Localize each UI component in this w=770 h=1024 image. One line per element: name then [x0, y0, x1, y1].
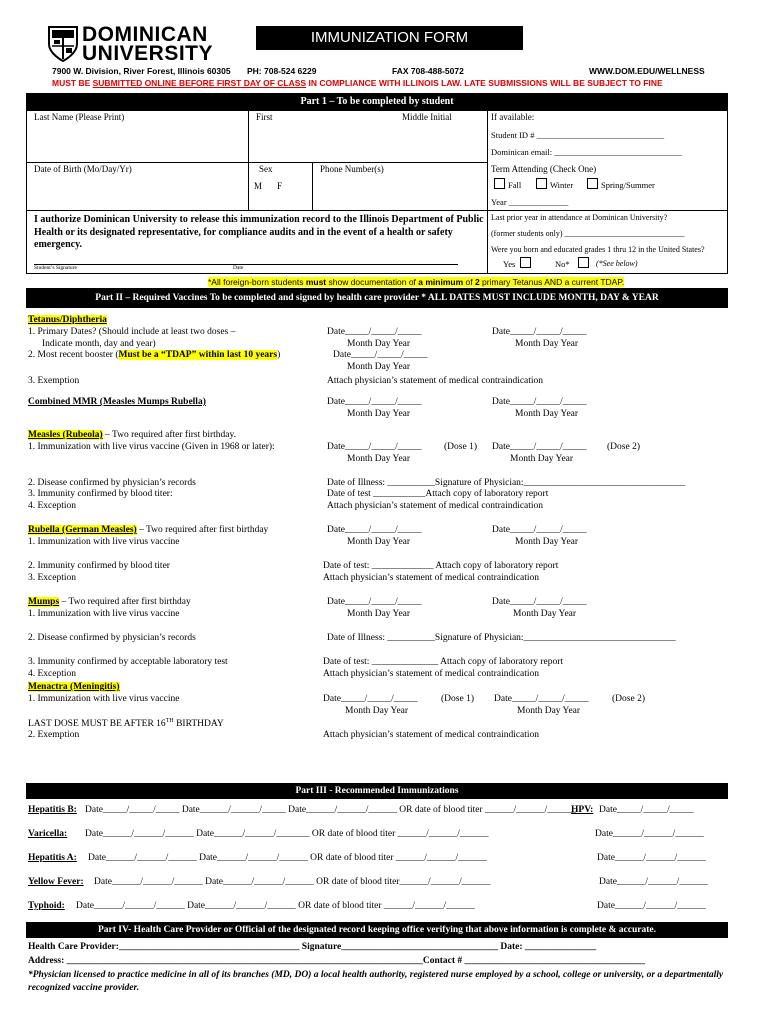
- form-title: IMMUNIZATION FORM: [256, 26, 523, 50]
- yellow-fever-label: Yellow Fever:: [28, 877, 84, 887]
- website: WWW.DOM.EDU/WELLNESS: [589, 66, 705, 76]
- phone-label: Phone Number(s): [320, 164, 384, 174]
- phone: PH: 708-524 6229: [247, 66, 317, 76]
- first-name-label: First: [256, 112, 273, 122]
- menactra-attach: Attach physician’s statement of medical contraindication: [323, 730, 540, 740]
- yellow-fever-date[interactable]: Date______/______/______: [599, 877, 708, 887]
- dominican-email-field[interactable]: Dominican email: ______________________________: [491, 147, 682, 157]
- last-dose-note: [28, 718, 224, 729]
- tetanus-item-1b: Indicate month, day and year): [42, 339, 156, 349]
- menactra-dose-2: (Dose 2): [612, 694, 645, 704]
- rubella-mdy-1: Month Day Year: [347, 537, 411, 547]
- menactra-date-2[interactable]: Date_____/_____/_____: [494, 694, 589, 704]
- tetanus-title: Tetanus/Diphtheria: [28, 315, 107, 325]
- mmr-mdy-2: Month Day Year: [515, 409, 579, 419]
- measles-attach: Attach physician’s statement of medical contraindication: [327, 501, 544, 511]
- mumps-item-3: 3. Immunity confirmed by acceptable laboratory test: [28, 657, 228, 667]
- tetanus-item-3: 3. Exemption: [28, 376, 80, 386]
- last-dose-sup: TH: [165, 718, 174, 724]
- typhoid-date[interactable]: Date______/______/______: [597, 901, 706, 911]
- yes-option: Yes: [503, 259, 516, 269]
- mmr-date-1[interactable]: Date_____/_____/_____: [327, 397, 422, 407]
- menactra-title: Menactra (Meningitis): [28, 682, 120, 692]
- mmr-mdy-1: Month Day Year: [347, 409, 411, 419]
- fb-a: *All foreign-born students: [208, 277, 306, 287]
- sex-f-option[interactable]: F: [277, 181, 283, 191]
- tet-date-1[interactable]: Date_____/_____/_____: [327, 327, 422, 337]
- submission-notice: [52, 78, 663, 88]
- menactra-mdy-2: Month Day Year: [517, 706, 581, 716]
- if-available-label: If available:: [491, 112, 535, 122]
- logo-line-1: DOMINICAN: [82, 23, 208, 46]
- hpv-date[interactable]: Date_____/_____/_____: [599, 805, 694, 815]
- term-label: Term Attending (Check One): [491, 164, 597, 174]
- year-field[interactable]: Year ______________: [491, 197, 569, 207]
- rubella-item-2: 2. Immunity confirmed by blood titer: [28, 561, 170, 571]
- part1-title: Part 1 – To be completed by student: [26, 93, 728, 110]
- no-checkbox[interactable]: [578, 257, 589, 268]
- authorization-statement: I authorize Dominican University to release this immunization record to the Illinois Department of Public Health or its designated representative, for compliance audits and in the event of a health or safety emergency.: [34, 214, 484, 250]
- tet2-c: ): [277, 350, 281, 360]
- measles-title: [28, 430, 236, 440]
- mumps-mdy-1: Month Day Year: [347, 609, 411, 619]
- logo-line-2: UNIVERSITY: [82, 42, 214, 65]
- winter-checkbox[interactable]: [536, 178, 547, 189]
- rubella-attach: Attach physician’s statement of medical contraindication: [323, 573, 540, 583]
- rubella-item-3: 3. Exception: [28, 573, 77, 583]
- last-dose-b: BIRTHDAY: [173, 719, 224, 730]
- fb-e: of: [463, 277, 475, 287]
- measles-mdy-2: Month Day Year: [510, 454, 574, 464]
- tet2-b: Must be a “TDAP” within last 10 years: [118, 350, 278, 360]
- measles-date-2[interactable]: Date_____/_____/_____: [492, 442, 587, 452]
- dob-label: Date of Birth (Mo/Day/Yr): [34, 164, 132, 174]
- tet-mdy-3: Month Day Year: [347, 362, 411, 372]
- menactra-dose-1: (Dose 1): [441, 694, 474, 704]
- spring-checkbox[interactable]: [587, 178, 598, 189]
- measles-dose-2: (Dose 2): [607, 442, 640, 452]
- measles-illness[interactable]: Date of Illness: __________Signature of Physician:__________________________________: [327, 478, 686, 488]
- hepa-date[interactable]: Date______/______/______: [597, 853, 706, 863]
- fb-c: show documentation of: [326, 277, 419, 287]
- mumps-item-2: 2. Disease confirmed by physician’s records: [28, 633, 196, 643]
- menactra-item-2: 2. Exemption: [28, 730, 80, 740]
- former-students-field[interactable]: (former students only) ______________________________: [491, 229, 685, 238]
- spring-label: Spring/Summer: [601, 180, 655, 190]
- typhoid-dates[interactable]: Date______/______/______ Date______/______/______ OR date of blood titer ______/______/______: [76, 901, 475, 911]
- tet-date-3[interactable]: Date_____/_____/_____: [333, 350, 428, 360]
- mumps-date-2[interactable]: Date_____/_____/_____: [492, 597, 587, 607]
- measles-test[interactable]: Date of test ___________Attach copy of laboratory report: [327, 489, 549, 499]
- address: 7900 W. Division, River Forest, Illinois 60305: [52, 66, 231, 76]
- typhoid-label: Typhoid:: [28, 901, 65, 911]
- hepb-label: Hepatitis B:: [28, 805, 77, 815]
- rubella-date-1[interactable]: Date_____/_____/_____: [327, 525, 422, 535]
- fall-label: Fall: [508, 180, 522, 190]
- notice-part-a: MUST BE: [52, 78, 93, 88]
- hpv-label: HPV:: [571, 805, 594, 815]
- measles-req: – Two required after first birthday.: [102, 430, 237, 440]
- tetanus-item-1: 1. Primary Dates? (Should include at least two doses –: [28, 327, 236, 337]
- measles-item-1: 1. Immunization with live virus vaccine (Given in 1968 or later):: [28, 442, 275, 452]
- winter-label: Winter: [550, 180, 574, 190]
- fb-d: a minimum: [418, 277, 464, 287]
- mumps-item-4: 4. Exception: [28, 669, 77, 679]
- mumps-date-1[interactable]: Date_____/_____/_____: [327, 597, 422, 607]
- rubella-name: Rubella (German Measles): [28, 525, 137, 535]
- varicella-dates[interactable]: Date______/______/______ Date______/______/_______ OR date of blood titer ______/______/______: [85, 829, 489, 839]
- fb-f: 2: [474, 277, 480, 287]
- physician-footnote: *Physician licensed to practice medicine in all of its branches (MD, DO) a local health authority, registered nurse employed by a school, college or university, or a departmentally recognized vaccine provider.: [28, 970, 724, 993]
- rubella-test[interactable]: Date of test: _____________ Attach copy of laboratory report: [323, 561, 559, 571]
- menactra-item-1: 1. Immunization with live virus vaccine: [28, 694, 180, 704]
- tet-attach: Attach physician’s statement of medical contraindication: [327, 376, 544, 386]
- mmr-date-2[interactable]: Date_____/_____/_____: [492, 397, 587, 407]
- measles-item-2: 2. Disease confirmed by physician’s records: [28, 478, 196, 488]
- yellow-fever-dates[interactable]: Date______/______/______ Date______/______/______ OR date of blood titer______/______/______: [94, 877, 491, 887]
- notice-part-b: SUBMITTED ONLINE BEFORE FIRST DAY OF CLASS: [92, 78, 307, 88]
- last-name-label: Last Name (Please Print): [34, 112, 125, 122]
- see-below-note: (*See below): [596, 259, 638, 268]
- student-signature-label: Student’s Signature: [34, 265, 77, 271]
- part2-title: Part II – Required Vaccines To be completed and signed by health care provider * ALL DATES MUST INCLUDE MONTH, DAY & YEAR: [26, 288, 728, 308]
- hepa-dates[interactable]: Date______/______/______ Date______/______/______ OR date of blood titer ______/______/______: [88, 853, 487, 863]
- tet-date-2[interactable]: Date_____/_____/_____: [492, 327, 587, 337]
- hepb-dates[interactable]: Date_____/_____/_____ Date______/______/_____ Date______/______/______ OR date of blood titer ______/______/______: [85, 805, 576, 815]
- mumps-test[interactable]: Date of test: ______________ Attach copy of laboratory report: [323, 657, 564, 667]
- mmr-title: Combined MMR (Measles Mumps Rubella): [28, 397, 206, 407]
- tetanus-item-2: [28, 350, 280, 360]
- mumps-name: Mumps: [28, 597, 60, 607]
- varicella-label: Varicella:: [28, 829, 68, 839]
- hepa-label: Hepatitis A:: [28, 853, 77, 863]
- measles-name: Measles (Rubeola): [28, 430, 103, 440]
- sex-label: Sex: [259, 164, 273, 174]
- fall-checkbox[interactable]: [494, 178, 505, 189]
- menactra-mdy-1: Month Day Year: [345, 706, 409, 716]
- provider-line[interactable]: Health Care Provider:______________________________________ Signature_________________________________ Date: _______________: [28, 942, 597, 952]
- mumps-req: – Two required after first birthday: [59, 597, 191, 607]
- mumps-mdy-2: Month Day Year: [513, 609, 577, 619]
- tet-mdy-2: Month Day Year: [515, 339, 579, 349]
- fb-g: primary Tetanus AND a current TDAP.: [479, 277, 625, 287]
- part4-title: Part IV- Health Care Provider or Official of the designated record keeping office verifying that above information is complete & accurate.: [26, 922, 728, 938]
- middle-initial-label: Middle Initial: [402, 112, 452, 122]
- fax: FAX 708-488-5072: [392, 66, 464, 76]
- notice-part-c: IN COMPLIANCE WITH ILLINOIS LAW. LATE SUBMISSIONS WILL BE SUBJECT TO FINE: [306, 78, 663, 88]
- measles-item-4: 4. Exception: [28, 501, 77, 511]
- shield-icon: [48, 26, 78, 62]
- foreign-born-note: [208, 277, 624, 287]
- mumps-title: [28, 597, 191, 607]
- rubella-mdy-2: Month Day Year: [515, 537, 579, 547]
- measles-dose-1: (Dose 1): [444, 442, 477, 452]
- measles-date-1[interactable]: Date_____/_____/_____: [327, 442, 422, 452]
- measles-item-3: 3. Immunity confirmed by blood titer:: [28, 489, 173, 499]
- mumps-item-1: 1. Immunization with live virus vaccine: [28, 609, 180, 619]
- last-prior-year-label: Last prior year in attendance at Dominican University?: [491, 213, 668, 222]
- yes-checkbox[interactable]: [520, 257, 531, 268]
- measles-mdy-1: Month Day Year: [347, 454, 411, 464]
- rubella-date-2[interactable]: Date_____/_____/_____: [492, 525, 587, 535]
- mumps-illness[interactable]: Date of Illness: __________Signature of Physician:________________________________: [327, 633, 676, 643]
- tet-mdy-1: Month Day Year: [347, 339, 411, 349]
- born-educated-label: Were you born and educated grades 1 thru 12 in the United States?: [491, 245, 705, 254]
- menactra-date-1[interactable]: Date_____/_____/_____: [323, 694, 418, 704]
- rubella-item-1: 1. Immunization with live virus vaccine: [28, 537, 180, 547]
- sex-m-option[interactable]: M: [254, 181, 263, 191]
- fb-b: must: [305, 277, 327, 287]
- varicella-date[interactable]: Date______/______/______: [595, 829, 704, 839]
- part3-title: Part III - Recommended Immunizations: [26, 783, 728, 799]
- address-line[interactable]: Address: ___________________________________________________________________________Contact # ______________________________________: [28, 956, 646, 966]
- mumps-attach: Attach physician’s statement of medical contraindication: [323, 669, 540, 679]
- rubella-title: [28, 525, 268, 535]
- last-dose-a: LAST DOSE MUST BE AFTER 16: [28, 719, 166, 730]
- tet2-a: 2. Most recent booster (: [28, 350, 119, 360]
- student-date-label: Date: [233, 265, 244, 271]
- no-option: No*: [555, 259, 570, 269]
- rubella-req: – Two required after first birthday: [136, 525, 269, 535]
- student-id-field[interactable]: Student ID # ______________________________: [491, 130, 665, 140]
